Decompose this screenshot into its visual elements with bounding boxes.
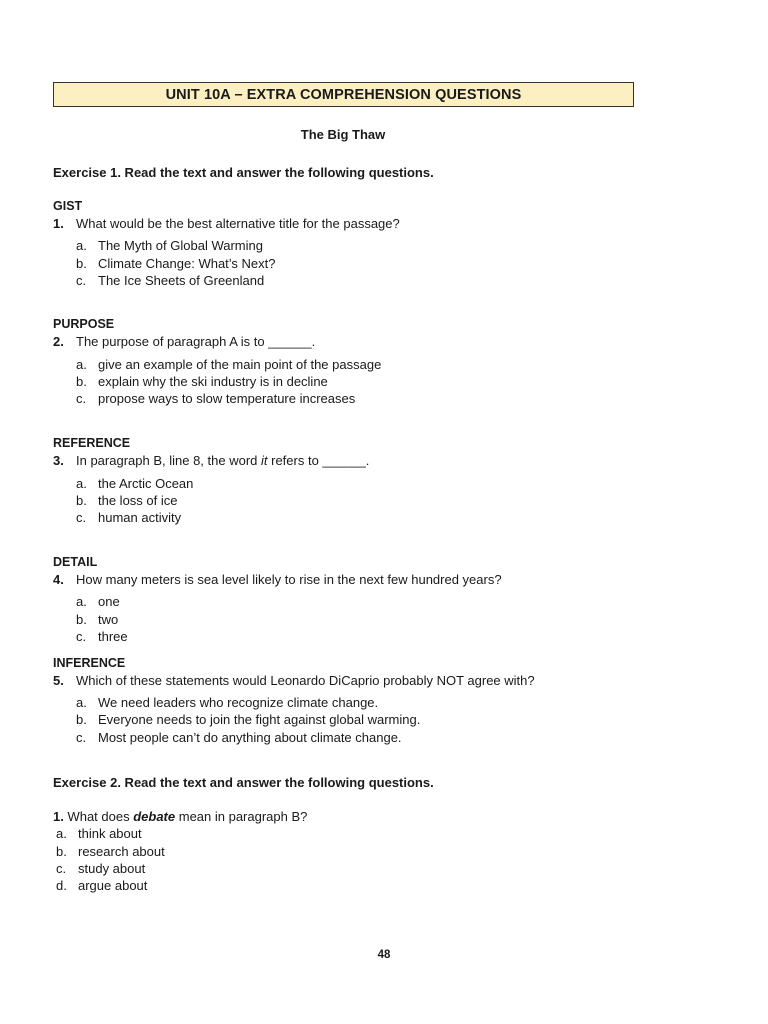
question-text-start: In paragraph B, line 8, the word bbox=[76, 453, 262, 468]
option-text: the loss of ice bbox=[98, 493, 178, 508]
option-letter: c. bbox=[76, 730, 87, 745]
option-2c bbox=[76, 391, 355, 406]
option-letter: d. bbox=[56, 878, 67, 893]
option-letter: b. bbox=[76, 374, 87, 389]
option-text: one bbox=[98, 594, 120, 609]
question-number: 3. bbox=[53, 453, 64, 468]
question-text-end: refers to ______. bbox=[267, 453, 370, 468]
option-2a bbox=[76, 357, 381, 372]
option-e2-a bbox=[56, 826, 142, 841]
question-text: The purpose of paragraph A is to ______. bbox=[76, 334, 316, 349]
question-text-end: mean in paragraph B? bbox=[175, 809, 308, 824]
question-number: 1. bbox=[53, 216, 64, 231]
option-text: The Myth of Global Warming bbox=[98, 238, 263, 253]
option-5c bbox=[76, 730, 402, 745]
option-text: explain why the ski industry is in decline bbox=[98, 374, 328, 389]
question-1 bbox=[53, 216, 400, 231]
question-4 bbox=[53, 572, 502, 587]
page-number: 48 bbox=[377, 949, 391, 961]
option-letter: c. bbox=[76, 391, 87, 406]
section-label-gist: GIST bbox=[53, 199, 83, 213]
option-letter: a. bbox=[76, 357, 87, 372]
option-text: three bbox=[98, 629, 128, 644]
option-letter: a. bbox=[76, 476, 87, 491]
option-e2-b bbox=[56, 844, 165, 859]
option-text: the Arctic Ocean bbox=[98, 476, 194, 491]
section-label-purpose: PURPOSE bbox=[53, 317, 115, 331]
option-5a bbox=[76, 695, 378, 710]
option-e2-c bbox=[56, 861, 145, 876]
option-letter: b. bbox=[56, 844, 67, 859]
question-text: What would be the best alternative title for the passage? bbox=[76, 216, 400, 231]
question-keyword: debate bbox=[133, 809, 176, 824]
option-2b bbox=[76, 374, 328, 389]
option-1b bbox=[76, 256, 276, 271]
question-text: How many meters is sea level likely to rise in the next few hundred years? bbox=[76, 572, 502, 587]
exercise-2-question-1 bbox=[53, 809, 307, 824]
option-letter: b. bbox=[76, 612, 87, 627]
option-4c bbox=[76, 629, 128, 644]
option-text: We need leaders who recognize climate change. bbox=[98, 695, 379, 710]
section-label-reference: REFERENCE bbox=[53, 436, 131, 450]
option-letter: b. bbox=[76, 493, 87, 508]
option-letter: a. bbox=[56, 826, 67, 841]
option-text: Climate Change: What’s Next? bbox=[98, 256, 276, 271]
option-letter: c. bbox=[56, 861, 67, 876]
option-text: study about bbox=[78, 861, 146, 876]
question-3 bbox=[53, 453, 369, 468]
option-text: research about bbox=[78, 844, 165, 859]
passage-title: The Big Thaw bbox=[300, 127, 386, 142]
exercise-1-heading: Exercise 1. Read the text and answer the following questions. bbox=[53, 165, 434, 180]
exercise-2-heading: Exercise 2. Read the text and answer the following questions. bbox=[53, 775, 434, 790]
section-label-inference: INFERENCE bbox=[53, 656, 126, 670]
option-3c bbox=[76, 510, 181, 525]
option-1c bbox=[76, 273, 264, 288]
question-number: 1. bbox=[53, 809, 64, 824]
option-1a bbox=[76, 238, 263, 253]
option-4b bbox=[76, 612, 118, 627]
option-text: give an example of the main point of the passage bbox=[98, 357, 382, 372]
option-letter: b. bbox=[76, 712, 87, 727]
question-2 bbox=[53, 334, 315, 349]
option-letter: a. bbox=[76, 594, 87, 609]
option-3b bbox=[76, 493, 178, 508]
unit-title: UNIT 10A – EXTRA COMPREHENSION QUESTIONS bbox=[165, 86, 522, 103]
option-e2-d bbox=[56, 878, 147, 893]
section-label-detail: DETAIL bbox=[53, 555, 98, 569]
option-text: Most people can’t do anything about climate change. bbox=[98, 730, 402, 745]
option-3a bbox=[76, 476, 193, 491]
option-letter: c. bbox=[76, 510, 87, 525]
option-text: The Ice Sheets of Greenland bbox=[98, 273, 265, 288]
option-letter: b. bbox=[76, 256, 87, 271]
option-text: two bbox=[98, 612, 119, 627]
unit-title-banner bbox=[53, 82, 634, 107]
option-letter: c. bbox=[76, 629, 87, 644]
option-text: argue about bbox=[78, 878, 148, 893]
option-4a bbox=[76, 594, 120, 609]
question-number: 5. bbox=[53, 673, 64, 688]
option-letter: a. bbox=[76, 238, 87, 253]
question-italic-word: it bbox=[261, 453, 268, 468]
question-text-start: What does bbox=[63, 809, 134, 824]
option-text: Everyone needs to join the fight against global warming. bbox=[98, 712, 421, 727]
option-text: propose ways to slow temperature increases bbox=[98, 391, 356, 406]
question-text: Which of these statements would Leonardo DiCaprio probably NOT agree with? bbox=[76, 673, 535, 688]
question-number: 4. bbox=[53, 572, 64, 587]
option-letter: a. bbox=[76, 695, 87, 710]
question-number: 2. bbox=[53, 334, 64, 349]
question-5 bbox=[53, 673, 535, 688]
option-text: think about bbox=[78, 826, 142, 841]
option-letter: c. bbox=[76, 273, 87, 288]
option-text: human activity bbox=[98, 510, 182, 525]
option-5b bbox=[76, 712, 420, 727]
